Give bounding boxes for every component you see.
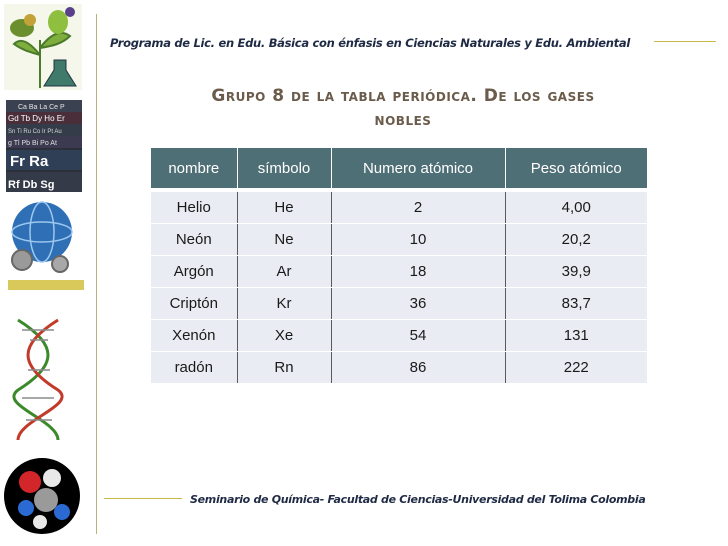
title-line-2: nobles	[374, 110, 432, 130]
cell-nombre: Argón	[151, 256, 237, 288]
table-row	[151, 288, 647, 320]
column-header-numero-atomico: Numero atómico	[331, 148, 505, 190]
cell-simbolo: Ar	[237, 256, 331, 288]
cell-simbolo: He	[237, 190, 331, 224]
periodic-row-1: Ca Ba La Ce P	[18, 104, 65, 111]
title-line-1: Grupo 8 de la tabla periódica. De los gases	[211, 86, 595, 106]
cell-numero-atomico: 10	[331, 224, 505, 256]
cell-peso-atomico: 20,2	[505, 224, 647, 256]
noble-gases-table	[151, 148, 647, 384]
periodic-row-3: Sn Ti Ru Co Ir Pt Au	[8, 129, 62, 135]
dna-helix-image	[14, 320, 62, 440]
cell-peso-atomico: 131	[505, 320, 647, 352]
column-header-simbolo: símbolo	[237, 148, 331, 190]
cell-numero-atomico: 2	[331, 190, 505, 224]
slide-title	[150, 84, 656, 132]
cell-nombre: Criptón	[151, 288, 237, 320]
table-row	[151, 320, 647, 352]
globe-gears-image	[8, 202, 84, 290]
sidebar-divider	[96, 14, 97, 534]
cell-simbolo: Ne	[237, 224, 331, 256]
cell-nombre: Helio	[151, 190, 237, 224]
cell-peso-atomico: 4,00	[505, 190, 647, 224]
cell-numero-atomico: 36	[331, 288, 505, 320]
table-row	[151, 256, 647, 288]
footer-rule	[104, 498, 182, 499]
cell-peso-atomico: 222	[505, 352, 647, 384]
table-row	[151, 224, 647, 256]
column-header-nombre: nombre	[151, 148, 237, 190]
seminar-footer: Seminario de Química- Facultad de Ciencias-Universidad del Tolima Colombia	[190, 493, 646, 506]
periodic-row-6: Rf Db Sg	[8, 179, 55, 191]
sidebar-decoration	[0, 0, 96, 546]
column-header-peso-atomico: Peso atómico	[505, 148, 647, 190]
cell-peso-atomico: 83,7	[505, 288, 647, 320]
plant-flask-image	[4, 4, 82, 90]
table-header-row	[151, 148, 647, 190]
cell-numero-atomico: 86	[331, 352, 505, 384]
cell-simbolo: Rn	[237, 352, 331, 384]
periodic-row-5: Fr Ra	[10, 153, 49, 170]
cell-peso-atomico: 39,9	[505, 256, 647, 288]
header-rule	[654, 41, 716, 42]
cell-simbolo: Kr	[237, 288, 331, 320]
program-header: Programa de Lic. en Edu. Básica con énfasis en Ciencias Naturales y Edu. Ambiental	[110, 36, 630, 50]
cell-numero-atomico: 18	[331, 256, 505, 288]
periodic-row-2: Gd Tb Dy Ho Er	[8, 114, 65, 123]
table-row	[151, 190, 647, 224]
molecule-image	[4, 458, 80, 534]
cell-simbolo: Xe	[237, 320, 331, 352]
cell-numero-atomico: 54	[331, 320, 505, 352]
table-row	[151, 352, 647, 384]
cell-nombre: Neón	[151, 224, 237, 256]
cell-nombre: radón	[151, 352, 237, 384]
periodic-table-image	[6, 100, 82, 192]
periodic-row-4: g Tl Pb Bi Po At	[8, 140, 57, 147]
cell-nombre: Xenón	[151, 320, 237, 352]
